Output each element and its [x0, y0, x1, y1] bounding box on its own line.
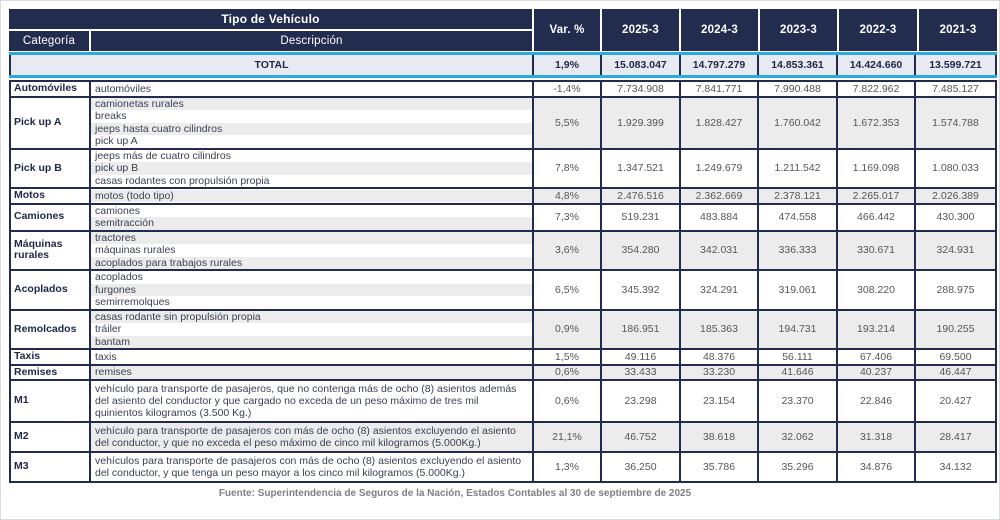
- row-year-value-2022-3: 308.220: [838, 271, 916, 309]
- description-line: pick up B: [91, 162, 532, 175]
- row-year-value-2022-3: 22.846: [838, 381, 916, 421]
- vehicle-type-table: [9, 9, 997, 499]
- header-col-year-2024: 2024-3: [681, 9, 758, 51]
- table-row: [11, 271, 995, 311]
- row-description-cell: [91, 366, 534, 380]
- description-line: motos (todo tipo): [91, 190, 532, 203]
- row-year-value-2023-3: 2.378.121: [759, 189, 838, 203]
- row-year-value-2025-3: 33.433: [602, 366, 681, 380]
- row-category-label: Máquinas rurales: [11, 232, 91, 270]
- row-year-value-2024-3: 48.376: [681, 350, 759, 364]
- header-group-title: Tipo de Vehículo: [9, 9, 532, 29]
- row-year-value-2021-3: 430.300: [916, 205, 995, 230]
- row-category-label: Acoplados: [11, 271, 91, 309]
- row-category-label: Camiones: [11, 205, 91, 230]
- total-value-2023: 14.853.361: [759, 55, 838, 75]
- row-year-value-2025-3: 354.280: [602, 232, 681, 270]
- row-var-percent: 4,8%: [534, 189, 602, 203]
- row-var-percent: 0,6%: [534, 381, 602, 421]
- row-var-percent: 0,9%: [534, 311, 602, 349]
- header-col-var-percent: Var. %: [534, 9, 600, 51]
- description-paragraph: vehículo para transporte de pasajeros con más de ocho (8) asientos excluyendo el asiento del conductor, y que no exceda el peso máximo de cinco mil kilogramos (5.000Kg.): [95, 425, 516, 449]
- row-year-value-2022-3: 466.442: [838, 205, 916, 230]
- row-description-cell: [91, 271, 534, 309]
- row-year-value-2022-3: 31.318: [838, 423, 916, 451]
- description-line: jeeps hasta cuatro cilindros: [91, 123, 532, 136]
- total-label: TOTAL: [11, 55, 534, 75]
- table-row: [11, 350, 995, 366]
- table-body: [9, 80, 997, 483]
- row-var-percent: 3,6%: [534, 232, 602, 270]
- total-value-2022: 14.424.660: [838, 55, 916, 75]
- row-category-label: M1: [11, 381, 91, 421]
- row-year-value-2022-3: 193.214: [838, 311, 916, 349]
- row-year-value-2025-3: 345.392: [602, 271, 681, 309]
- row-year-value-2025-3: 519.231: [602, 205, 681, 230]
- row-var-percent: 6,5%: [534, 271, 602, 309]
- row-year-value-2023-3: 7.990.488: [759, 82, 838, 96]
- row-var-percent: 21,1%: [534, 423, 602, 451]
- description-line: tráiler: [91, 323, 532, 336]
- row-year-value-2024-3: 35.786: [681, 453, 759, 481]
- row-year-value-2021-3: 20.427: [916, 381, 995, 421]
- row-year-value-2025-3: 23.298: [602, 381, 681, 421]
- row-category-label: Pick up B: [11, 150, 91, 188]
- row-year-value-2025-3: 36.250: [602, 453, 681, 481]
- table-row: [11, 189, 995, 205]
- description-line: jeeps más de cuatro cilindros: [91, 150, 532, 163]
- total-value-2021: 13.599.721: [929, 59, 982, 71]
- description-line: casas rodante sin propulsión propia: [91, 311, 532, 324]
- row-year-value-2023-3: 336.333: [759, 232, 838, 270]
- description-line: acoplados para trabajos rurales: [91, 257, 532, 270]
- row-category-label: M2: [11, 423, 91, 451]
- row-category-label: Motos: [11, 189, 91, 203]
- row-year-value-2024-3: 483.884: [681, 205, 759, 230]
- header-col-year-2023: 2023-3: [760, 9, 837, 51]
- row-year-value-2025-3: 1.929.399: [602, 98, 681, 148]
- row-year-value-2021-3: 46.447: [916, 366, 995, 380]
- row-year-value-2025-3: 1.347.521: [602, 150, 681, 188]
- row-year-value-2023-3: 194.731: [759, 311, 838, 349]
- description-line: remises: [91, 366, 532, 379]
- row-year-value-2023-3: 32.062: [759, 423, 838, 451]
- row-description-cell: [91, 205, 534, 230]
- row-year-value-2023-3: 23.370: [759, 381, 838, 421]
- row-year-value-2024-3: 7.841.771: [681, 82, 759, 96]
- table-row: [11, 423, 995, 453]
- row-year-value-2021-3: 2.026.389: [916, 189, 995, 203]
- row-year-value-2022-3: 67.406: [838, 350, 916, 364]
- source-note: Fuente: Superintendencia de Seguros de la Nación, Estados Contables al 30 de septiembre de 2025: [218, 488, 692, 499]
- row-year-value-2025-3: 7.734.908: [602, 82, 681, 96]
- row-description-cell: [91, 189, 534, 203]
- row-description-cell: [91, 423, 534, 451]
- table-row: [11, 205, 995, 232]
- row-year-value-2025-3: 186.951: [602, 311, 681, 349]
- row-description-cell: [91, 232, 534, 270]
- description-line: taxis: [91, 351, 532, 364]
- header-col-descripcion: Descripción: [91, 31, 532, 51]
- row-var-percent: 7,8%: [534, 150, 602, 188]
- row-var-percent: 1,5%: [534, 350, 602, 364]
- row-year-value-2025-3: 49.116: [602, 350, 681, 364]
- table-row: [11, 366, 995, 382]
- row-category-label: Taxis: [11, 350, 91, 364]
- row-year-value-2024-3: 1.828.427: [681, 98, 759, 148]
- row-category-label: Remises: [11, 366, 91, 380]
- row-year-value-2023-3: 1.211.542: [759, 150, 838, 188]
- table-row: [11, 150, 995, 190]
- row-description-cell: [91, 82, 534, 96]
- description-line: camiones: [91, 205, 532, 218]
- row-year-value-2021-3: 190.255: [916, 311, 995, 349]
- row-year-value-2022-3: 7.822.962: [838, 82, 916, 96]
- description-line: casas rodantes con propulsión propia: [91, 175, 532, 188]
- description-line: breaks: [91, 110, 532, 123]
- header-col-year-2025: 2025-3: [602, 9, 679, 51]
- total-value-2024: 14.797.279: [681, 55, 759, 75]
- row-category-label: Automóviles: [11, 82, 91, 96]
- row-year-value-2024-3: 185.363: [681, 311, 759, 349]
- row-year-value-2021-3: 69.500: [916, 350, 995, 364]
- row-year-value-2024-3: 38.618: [681, 423, 759, 451]
- row-year-value-2022-3: 40.237: [838, 366, 916, 380]
- row-year-value-2023-3: 1.760.042: [759, 98, 838, 148]
- description-line: furgones: [91, 284, 532, 297]
- table-row: [11, 311, 995, 351]
- row-year-value-2021-3: 7.485.127: [916, 82, 995, 96]
- row-description-cell: [91, 453, 534, 481]
- row-year-value-2021-3: 288.975: [916, 271, 995, 309]
- row-year-value-2023-3: 56.111: [759, 350, 838, 364]
- row-category-label: Remolcados: [11, 311, 91, 349]
- row-year-value-2024-3: 342.031: [681, 232, 759, 270]
- row-description-cell: [91, 150, 534, 188]
- description-line: bantam: [91, 336, 532, 349]
- row-year-value-2022-3: 330.671: [838, 232, 916, 270]
- row-var-percent: -1,4%: [534, 82, 602, 96]
- row-var-percent: 1,3%: [534, 453, 602, 481]
- row-year-value-2022-3: 2.265.017: [838, 189, 916, 203]
- row-year-value-2024-3: 324.291: [681, 271, 759, 309]
- row-description-cell: [91, 381, 534, 421]
- row-category-label: Pick up A: [11, 98, 91, 148]
- table-row: [11, 232, 995, 272]
- row-year-value-2023-3: 319.061: [759, 271, 838, 309]
- description-line: semitracción: [91, 217, 532, 230]
- row-description-cell: [91, 311, 534, 349]
- description-line: acoplados: [91, 271, 532, 284]
- table-header: [9, 9, 997, 51]
- row-year-value-2021-3: 1.080.033: [916, 150, 995, 188]
- total-var-percent: 1,9%: [534, 55, 602, 75]
- header-col-year-2022: 2022-3: [839, 9, 917, 51]
- table-row: [11, 453, 995, 481]
- row-year-value-2023-3: 474.558: [759, 205, 838, 230]
- table-row: [11, 381, 995, 423]
- row-description-cell: [91, 350, 534, 364]
- table-row: [11, 98, 995, 150]
- description-line: máquinas rurales: [91, 244, 532, 257]
- description-paragraph: vehículos para transporte de pasajeros con más de ocho (8) asientos excluyendo el asiento del conductor, y que tenga un peso mayor a los cinco mil kilogramos (5.000Kg.): [95, 455, 522, 479]
- description-line: tractores: [91, 232, 532, 245]
- row-year-value-2025-3: 2.476.516: [602, 189, 681, 203]
- row-year-value-2022-3: 34.876: [838, 453, 916, 481]
- row-year-value-2022-3: 1.169.098: [838, 150, 916, 188]
- row-var-percent: 0,6%: [534, 366, 602, 380]
- total-row: [9, 55, 997, 75]
- table-row: [11, 82, 995, 98]
- row-category-label: M3: [11, 453, 91, 481]
- description-line: automóviles: [91, 83, 532, 96]
- row-year-value-2024-3: 1.249.679: [681, 150, 759, 188]
- row-year-value-2024-3: 33.230: [681, 366, 759, 380]
- description-line: semirremolques: [91, 296, 532, 309]
- header-col-categoria: Categoría: [9, 31, 89, 51]
- row-year-value-2021-3: 28.417: [916, 423, 995, 451]
- total-value-2025: 15.083.047: [602, 55, 681, 75]
- row-year-value-2023-3: 35.296: [759, 453, 838, 481]
- row-var-percent: 7,3%: [534, 205, 602, 230]
- row-year-value-2024-3: 2.362.669: [681, 189, 759, 203]
- row-year-value-2025-3: 46.752: [602, 423, 681, 451]
- row-year-value-2021-3: 1.574.788: [916, 98, 995, 148]
- header-col-year-2021: 2021-3: [919, 9, 997, 51]
- row-year-value-2023-3: 41.646: [759, 366, 838, 380]
- row-year-value-2022-3: 1.672.353: [838, 98, 916, 148]
- description-paragraph: vehículo para transporte de pasajeros, que no contenga más de ocho (8) asientos además del asiento del conductor y que cargado no exceda de un peso máximo de tres mil quinientos kilogramos (3.500 Kg.): [95, 383, 517, 419]
- row-var-percent: 5,5%: [534, 98, 602, 148]
- row-year-value-2021-3: 34.132: [916, 453, 995, 481]
- row-year-value-2021-3: 324.931: [916, 232, 995, 270]
- description-line: camionetas rurales: [91, 98, 532, 111]
- row-description-cell: [91, 98, 534, 148]
- row-year-value-2024-3: 23.154: [681, 381, 759, 421]
- description-line: pick up A: [91, 135, 532, 148]
